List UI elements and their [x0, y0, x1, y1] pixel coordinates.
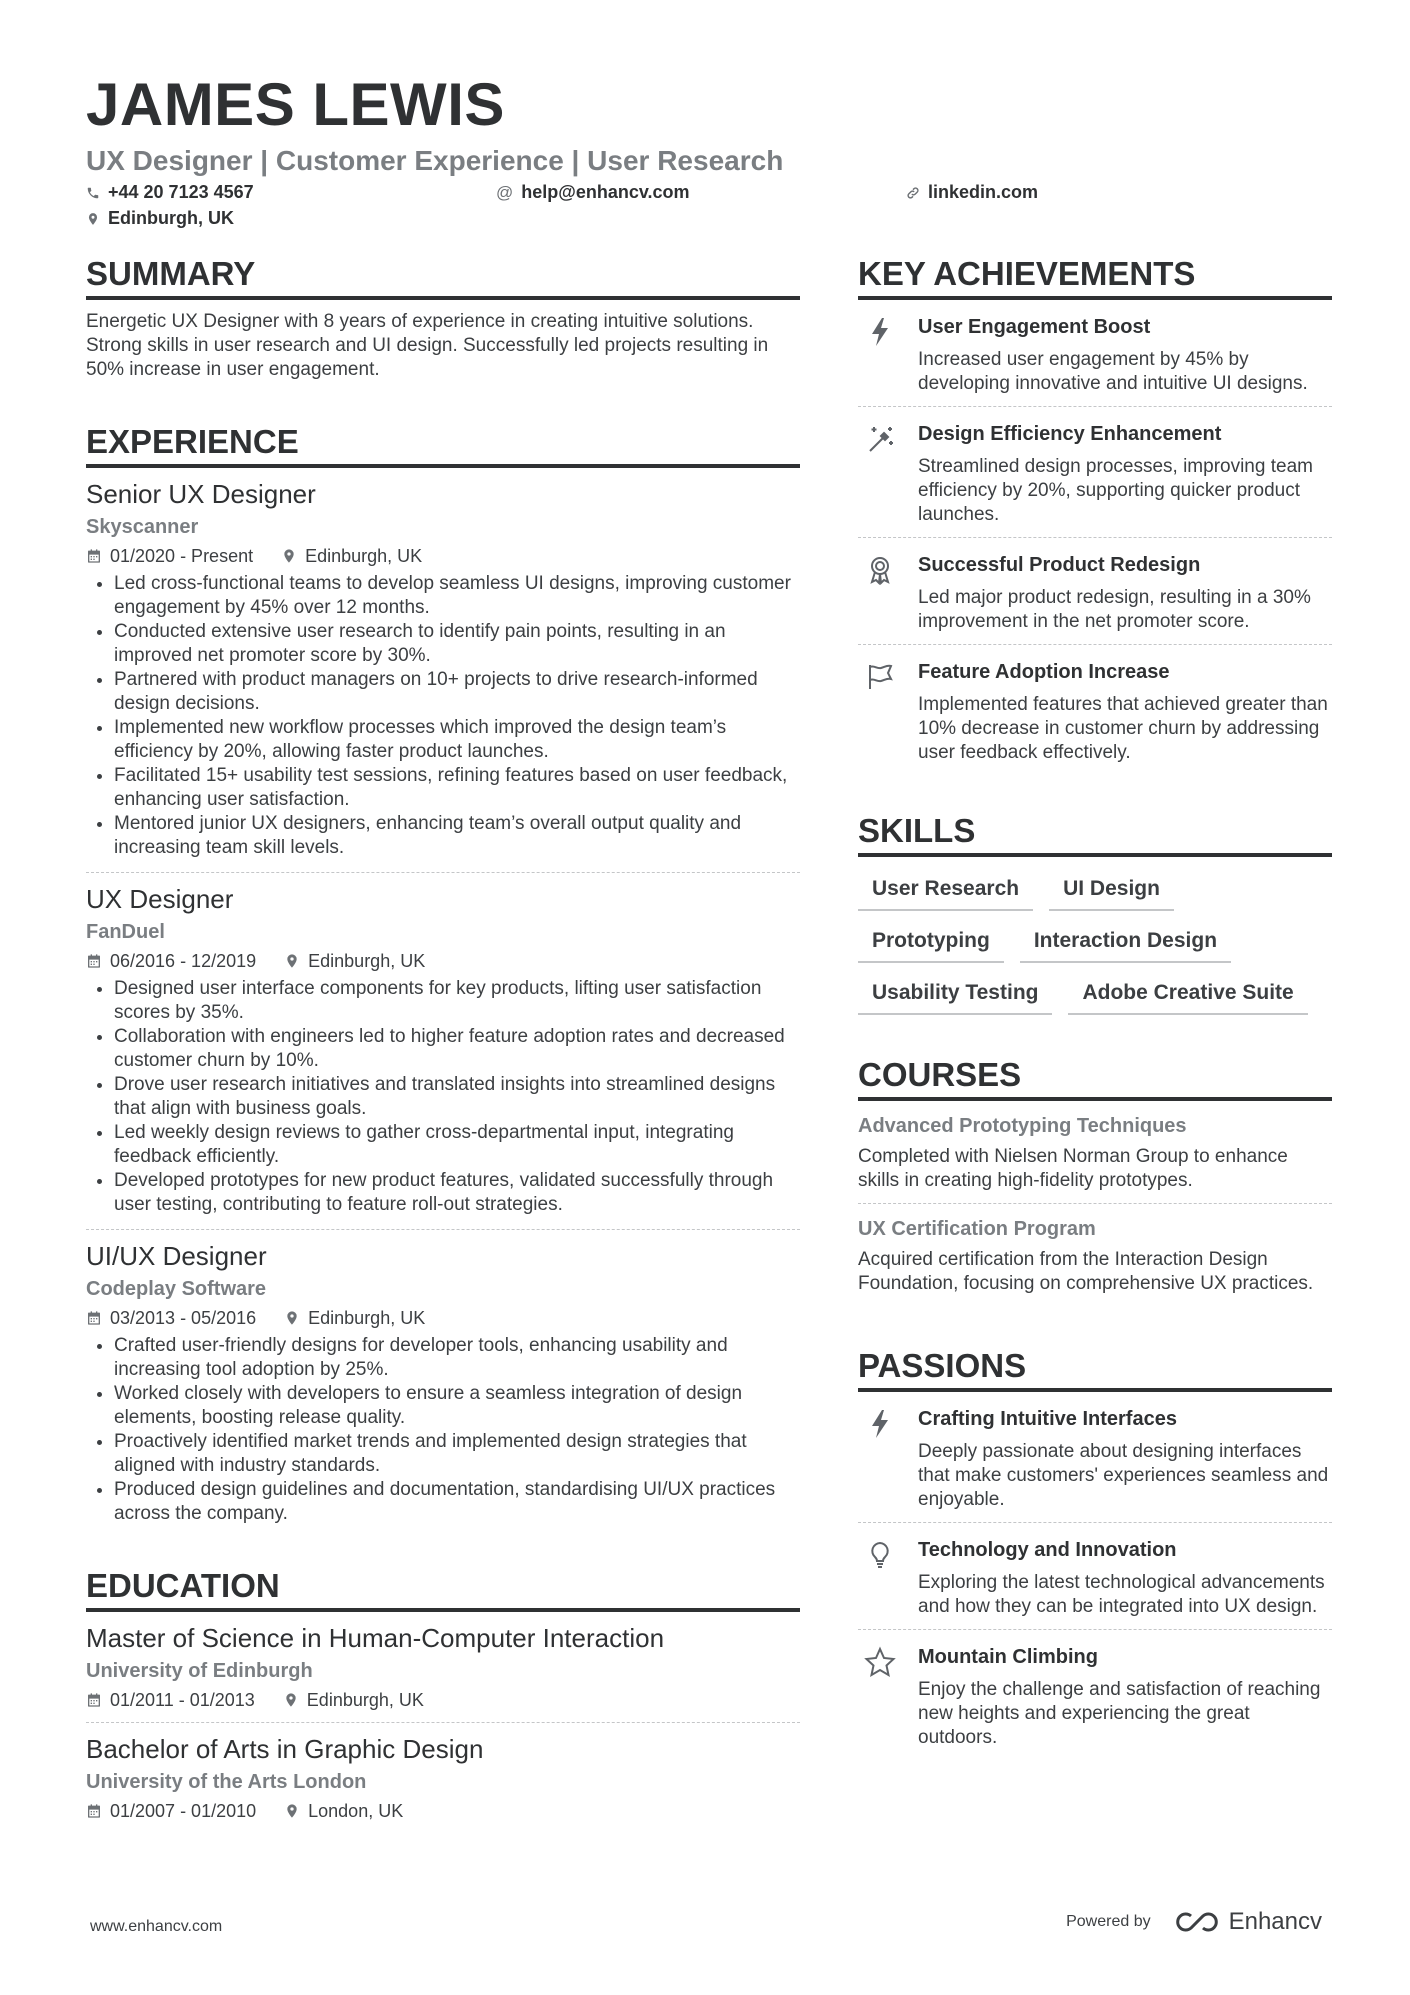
job-meta	[86, 544, 800, 568]
passions-section	[858, 1346, 1332, 1760]
brand-logo[interactable]	[1171, 1908, 1322, 1936]
calendar-icon	[86, 953, 102, 969]
job-bullet: • Crafted user-friendly designs for developer tools, enhancing usability and increasing tool adoption by 25%.	[114, 1334, 800, 1382]
left-column	[86, 254, 800, 1873]
achievement-item	[858, 538, 1332, 645]
achievement-desc: Led major product redesign, resulting in a 30% improvement in the net promoter score.	[918, 587, 1311, 632]
job-bullet: • Partnered with product managers on 10+ projects to drive research-informed design decisions.	[114, 668, 800, 716]
powered-by-label: Powered by	[1066, 1913, 1151, 1930]
passion-desc: Exploring the latest technological advancements and how they can be integrated into UX design.	[918, 1572, 1325, 1617]
skills-section	[858, 811, 1332, 1015]
company-name: Codeplay Software	[86, 1278, 267, 1300]
job-bullet: • Worked closely with developers to ensure a seamless integration of design elements, boosting release quality.	[114, 1382, 800, 1430]
job-dates: 06/2016 - 12/2019	[110, 951, 257, 971]
email-text: help@enhancv.com	[521, 182, 690, 202]
location-pin-icon	[281, 548, 297, 564]
education-section	[86, 1566, 800, 1833]
skill-tag: Interaction Design	[1020, 925, 1231, 963]
resume-header	[86, 70, 1326, 238]
lightbulb-icon	[864, 1539, 896, 1571]
brand-name: Enhancv	[1228, 1908, 1322, 1935]
candidate-headline: UX Designer | Customer Experience | User Research	[86, 145, 784, 176]
calendar-icon	[86, 1803, 102, 1819]
achievement-title: Design Efficiency Enhancement	[918, 423, 1222, 445]
job-bullet: • Produced design guidelines and documentation, standardising UI/UX practices across the company.	[114, 1478, 800, 1526]
skill-tag: Prototyping	[858, 925, 1004, 963]
job-bullet: • Designed user interface components for key products, lifting user satisfaction scores by 35%.	[114, 977, 800, 1025]
job-dates: 01/2020 - Present	[110, 546, 254, 566]
section-title-achievements: KEY ACHIEVEMENTS	[858, 254, 1332, 300]
location-pin-icon	[284, 953, 300, 969]
course-desc: Acquired certification from the Interaction Design Foundation, focusing on comprehensive UX practices.	[858, 1249, 1314, 1294]
location-pin-icon	[284, 1310, 300, 1326]
courses-section	[858, 1055, 1332, 1306]
job-bullet: • Led weekly design reviews to gather cross-departmental input, integrating feedback efficiently.	[114, 1121, 800, 1169]
job-location: Edinburgh, UK	[305, 546, 423, 566]
location-pin-icon	[86, 212, 100, 226]
contact-phone[interactable]	[86, 182, 254, 203]
job-bullets	[86, 977, 800, 1217]
education-meta	[86, 1799, 800, 1823]
school-name: University of Edinburgh	[86, 1660, 313, 1682]
passion-item	[858, 1523, 1332, 1630]
star-icon	[864, 1646, 896, 1678]
right-column	[858, 254, 1332, 1800]
job-bullet: • Implemented new workflow processes which improved the design team’s efficiency by 20%, allowing faster product launches.	[114, 716, 800, 764]
course-title: UX Certification Program	[858, 1218, 1096, 1240]
education-location: Edinburgh, UK	[306, 1690, 424, 1710]
calendar-icon	[86, 1310, 102, 1326]
job-title: Senior UX Designer	[86, 479, 316, 509]
phone-text: +44 20 7123 4567	[108, 182, 254, 202]
school-name: University of the Arts London	[86, 1771, 367, 1793]
link-text: linkedin.com	[928, 182, 1039, 202]
skills-list	[858, 873, 1332, 1015]
location-pin-icon	[283, 1692, 299, 1708]
course-desc: Completed with Nielsen Norman Group to enhance skills in creating high-fidelity prototypes.	[858, 1146, 1288, 1191]
education-location: London, UK	[308, 1801, 404, 1821]
passion-desc: Enjoy the challenge and satisfaction of reaching new heights and experiencing the great outdoors.	[918, 1679, 1321, 1748]
section-title-courses: COURSES	[858, 1055, 1332, 1101]
passion-item	[858, 1392, 1332, 1523]
at-icon: @	[496, 182, 514, 202]
experience-entry	[86, 468, 800, 873]
education-dates: 01/2007 - 01/2010	[110, 1801, 257, 1821]
job-bullet: • Drove user research initiatives and translated insights into streamlined designs that align with business goals.	[114, 1073, 800, 1121]
achievement-desc: Increased user engagement by 45% by developing innovative and intuitive UI designs.	[918, 349, 1308, 394]
passion-title: Crafting Intuitive Interfaces	[918, 1408, 1177, 1430]
course-item	[858, 1101, 1332, 1204]
experience-entry	[86, 873, 800, 1230]
passion-title: Mountain Climbing	[918, 1646, 1098, 1668]
candidate-name: JAMES LEWIS	[86, 71, 505, 138]
job-meta	[86, 949, 800, 973]
education-meta	[86, 1688, 800, 1712]
achievement-title: User Engagement Boost	[918, 316, 1151, 338]
job-dates: 03/2013 - 05/2016	[110, 1308, 257, 1328]
calendar-icon	[86, 548, 102, 564]
location-pin-icon	[284, 1803, 300, 1819]
summary-text: Energetic UX Designer with 8 years of experience in creating intuitive solutions. Strong skills in user research and UI design. Successfully led projects resulting in 50% increase in user engagement.	[86, 311, 769, 380]
achievement-title: Feature Adoption Increase	[918, 661, 1170, 683]
passion-item	[858, 1630, 1332, 1760]
achievements-section	[858, 254, 1332, 775]
location-text: Edinburgh, UK	[108, 208, 234, 228]
job-bullets	[86, 1334, 800, 1526]
achievement-item	[858, 300, 1332, 407]
skill-tag: Adobe Creative Suite	[1068, 977, 1307, 1015]
contact-info	[86, 182, 1326, 238]
education-entry	[86, 1723, 800, 1833]
passion-title: Technology and Innovation	[918, 1539, 1177, 1561]
job-title: UI/UX Designer	[86, 1241, 267, 1271]
course-item	[858, 1204, 1332, 1306]
achievement-desc: Implemented features that achieved greater than 10% decrease in customer churn by addressing user feedback effectively.	[918, 694, 1328, 763]
contact-email[interactable]	[496, 182, 690, 203]
passion-desc: Deeply passionate about designing interfaces that make customers' experiences seamless and enjoyable.	[918, 1441, 1329, 1510]
course-title: Advanced Prototyping Techniques	[858, 1115, 1187, 1137]
job-bullet: • Collaboration with engineers led to higher feature adoption rates and decreased customer churn by 10%.	[114, 1025, 800, 1073]
degree-title: Bachelor of Arts in Graphic Design	[86, 1734, 484, 1764]
job-bullet: • Led cross-functional teams to develop seamless UI designs, improving customer engagement by 45% over 12 months.	[114, 572, 800, 620]
skill-tag: UI Design	[1049, 873, 1174, 911]
section-title-summary: SUMMARY	[86, 254, 800, 300]
job-meta	[86, 1306, 800, 1330]
job-title: UX Designer	[86, 884, 234, 914]
link-icon	[906, 186, 920, 200]
footer-website[interactable]: www.enhancv.com	[90, 1918, 223, 1935]
job-bullet: • Facilitated 15+ usability test sessions, refining features based on user feedback, enhancing user satisfaction.	[114, 764, 800, 812]
award-icon	[864, 554, 896, 586]
achievement-title: Successful Product Redesign	[918, 554, 1201, 576]
job-bullets	[86, 572, 800, 860]
job-bullet: • Proactively identified market trends and implemented design strategies that aligned with industry standards.	[114, 1430, 800, 1478]
contact-link[interactable]	[906, 182, 1038, 203]
job-bullet: • Developed prototypes for new product features, validated successfully through user testing, contributing to feature roll-out strategies.	[114, 1169, 800, 1217]
footer-branding	[1066, 1908, 1322, 1936]
education-entry	[86, 1612, 800, 1723]
section-title-experience: EXPERIENCE	[86, 422, 800, 468]
job-bullet: • Conducted extensive user research to identify pain points, resulting in an improved net promoter score by 30%.	[114, 620, 800, 668]
achievement-desc: Streamlined design processes, improving team efficiency by 20%, supporting quicker product launches.	[918, 456, 1313, 525]
summary-section	[86, 254, 800, 382]
enhancv-logo-icon	[1171, 1909, 1223, 1935]
experience-entry	[86, 1230, 800, 1538]
achievement-item	[858, 407, 1332, 538]
skill-tag: Usability Testing	[858, 977, 1052, 1015]
contact-location	[86, 208, 234, 229]
achievement-item	[858, 645, 1332, 775]
section-title-education: EDUCATION	[86, 1566, 800, 1612]
degree-title: Master of Science in Human-Computer Interaction	[86, 1623, 665, 1653]
flag-icon	[864, 661, 896, 693]
section-title-skills: SKILLS	[858, 811, 1332, 857]
job-location: Edinburgh, UK	[308, 1308, 426, 1328]
skill-tag: User Research	[858, 873, 1033, 911]
job-bullet: • Mentored junior UX designers, enhancing team’s overall output quality and increasing team skill levels.	[114, 812, 800, 860]
job-location: Edinburgh, UK	[308, 951, 426, 971]
magic-wand-icon	[864, 423, 896, 455]
lightning-icon	[864, 316, 896, 348]
company-name: FanDuel	[86, 921, 165, 943]
education-dates: 01/2011 - 01/2013	[110, 1690, 255, 1710]
calendar-icon	[86, 1692, 102, 1708]
section-title-passions: PASSIONS	[858, 1346, 1332, 1392]
company-name: Skyscanner	[86, 516, 199, 538]
experience-section	[86, 422, 800, 1538]
lightning-icon	[864, 1408, 896, 1440]
phone-icon	[86, 186, 100, 200]
